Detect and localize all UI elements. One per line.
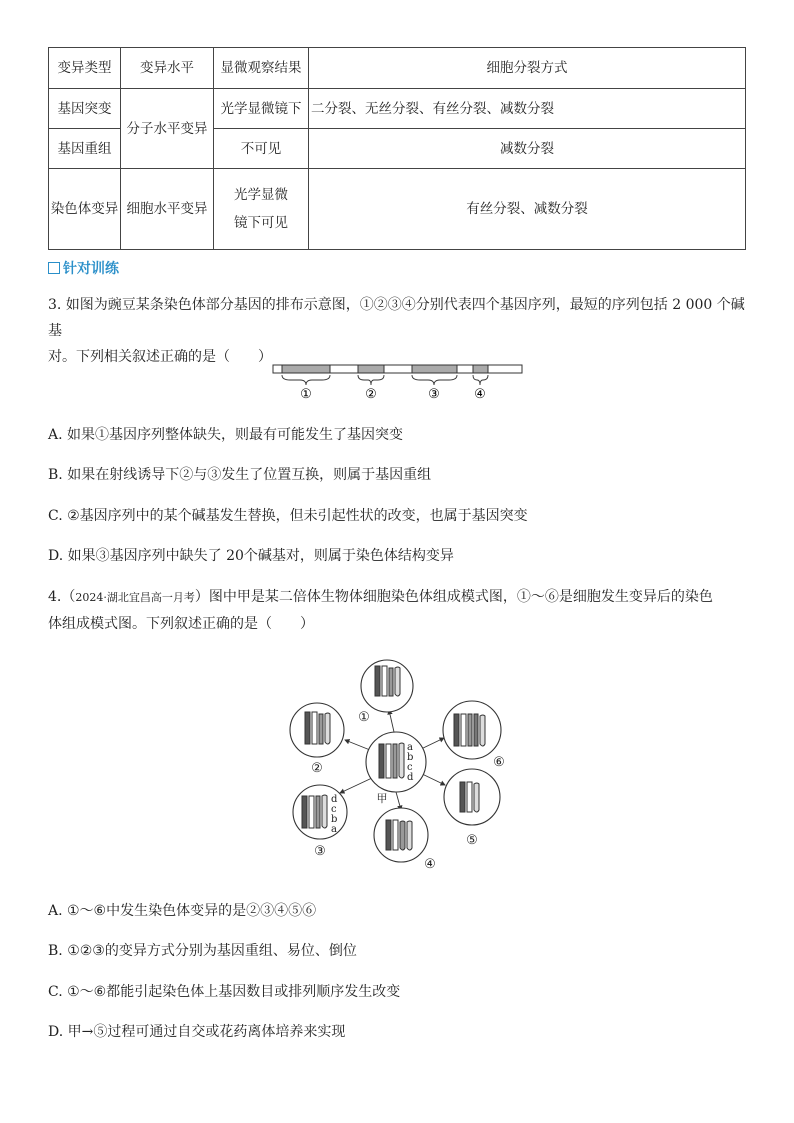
header-type: 变异类型 (49, 48, 121, 89)
section-title (48, 258, 119, 278)
q4-stem-rest: ）图中甲是某二倍体生物体细胞染色体组成模式图，①～⑥是细胞发生变异后的染色 (194, 589, 713, 605)
brace-1 (282, 375, 330, 385)
cell-label-2: ② (311, 761, 323, 776)
cell-label-4: ④ (424, 857, 436, 872)
header-level: 变异水平 (121, 48, 214, 89)
cell-division-3: 有丝分裂、减数分裂 (309, 169, 746, 250)
q3-option-b: B. 如果在射线诱导下②与③发生了位置互换，则属于基因重组 (48, 467, 432, 483)
brace-4 (473, 375, 488, 385)
header-observation: 显微观察结果 (214, 48, 309, 89)
cell-obs-3 (214, 169, 309, 250)
center-label: 甲 (376, 792, 388, 805)
q4-stem (48, 584, 748, 637)
cell-gene-recombination: 基因重组 (49, 129, 121, 169)
q4-option-a: A. ①～⑥中发生染色体变异的是②③④⑤⑥ (48, 903, 317, 919)
svg-text:a: a (407, 742, 413, 753)
svg-text:c: c (407, 762, 413, 773)
svg-text:b: b (331, 814, 338, 825)
q4-source: 2024·湖北宜昌高一月考 (75, 591, 195, 604)
gene-label-1: ① (300, 387, 312, 402)
cell-molecular-level: 分子水平变异 (121, 89, 214, 169)
q4-stem-line2: 体组成模式图。下列叙述正确的是（ ） (48, 616, 314, 632)
cell5-chromosomes (460, 782, 479, 812)
cell3-chromosomes (302, 795, 327, 828)
gene-label-3: ③ (428, 387, 440, 402)
cell6-chromosomes (454, 714, 485, 746)
gene-segment-2 (358, 365, 384, 373)
q4-number: 4.（ (48, 589, 76, 605)
cell-gene-mutation: 基因突变 (49, 89, 121, 129)
cell-division-2: 减数分裂 (309, 129, 746, 169)
gene-label-2: ② (365, 387, 377, 402)
cell-obs-1b: 不可见 (214, 129, 309, 169)
q3-stem-line2: 对。下列相关叙述正确的是（ ） (48, 349, 272, 365)
cell-label-3: ③ (314, 844, 326, 859)
cell-chromosome-variation: 染色体变异 (49, 169, 121, 250)
q4-option-c: C. ①～⑥都能引起染色体上基因数目或排列顺序发生改变 (48, 984, 401, 1000)
cell-cell-level: 细胞水平变异 (121, 169, 214, 250)
q4-option-b: B. ①②③的变异方式分别为基因重组、易位、倒位 (48, 943, 357, 959)
q3-stem (48, 292, 748, 370)
q3-option-c: C. ②基因序列中的某个碱基发生替换，但未引起性状的改变，也属于基因突变 (48, 508, 528, 524)
cell-label-6: ⑥ (493, 755, 505, 770)
brace-3 (412, 375, 457, 385)
header-division: 细胞分裂方式 (309, 48, 746, 89)
cell2-chromosomes (305, 712, 330, 744)
q3-option-a: A. 如果①基因序列整体缺失，则最有可能发生了基因突变 (48, 427, 404, 443)
cell-obs-1a: 光学显微镜下 (214, 89, 309, 129)
q3-gene-diagram (270, 360, 526, 404)
brace-2 (358, 375, 384, 385)
cell1-chromosomes (375, 666, 400, 696)
variation-table (48, 47, 746, 250)
q3-option-d: D. 如果③基因序列中缺失了 20个碱基对，则属于染色体结构变异 (48, 548, 454, 564)
cell-label-5: ⑤ (466, 833, 478, 848)
gene-segment-3 (412, 365, 457, 373)
q4-stem-line1 (48, 584, 748, 611)
square-icon (48, 262, 60, 274)
center-chromosomes (379, 743, 404, 778)
cell-obs-3a: 光学显微 (234, 187, 288, 203)
cell-label-1: ① (358, 710, 370, 725)
gene-segment-1 (282, 365, 330, 373)
q4-option-d: D. 甲→⑤过程可通过自交或花药离体培养来实现 (48, 1024, 346, 1040)
svg-text:c: c (331, 804, 337, 815)
q3-stem-line1: 3. 如图为豌豆某条染色体部分基因的排布示意图，①②③④分别代表四个基因序列，最短的序列包括 2 000 个碱基 (48, 297, 745, 339)
svg-text:b: b (407, 752, 414, 763)
svg-text:d: d (407, 772, 414, 783)
section-title-text: 针对训练 (63, 261, 119, 277)
svg-text:a: a (331, 824, 337, 835)
cell-division-1: 二分裂、无丝分裂、有丝分裂、减数分裂 (309, 89, 746, 129)
cell3-gene-letters (331, 794, 338, 835)
gene-label-4: ④ (474, 387, 486, 402)
gene-segment-4 (473, 365, 488, 373)
cell-obs-3b: 镜下可见 (234, 215, 288, 231)
q4-chromosome-diagram (280, 650, 510, 880)
center-gene-letters (407, 742, 414, 783)
svg-text:d: d (331, 794, 338, 805)
